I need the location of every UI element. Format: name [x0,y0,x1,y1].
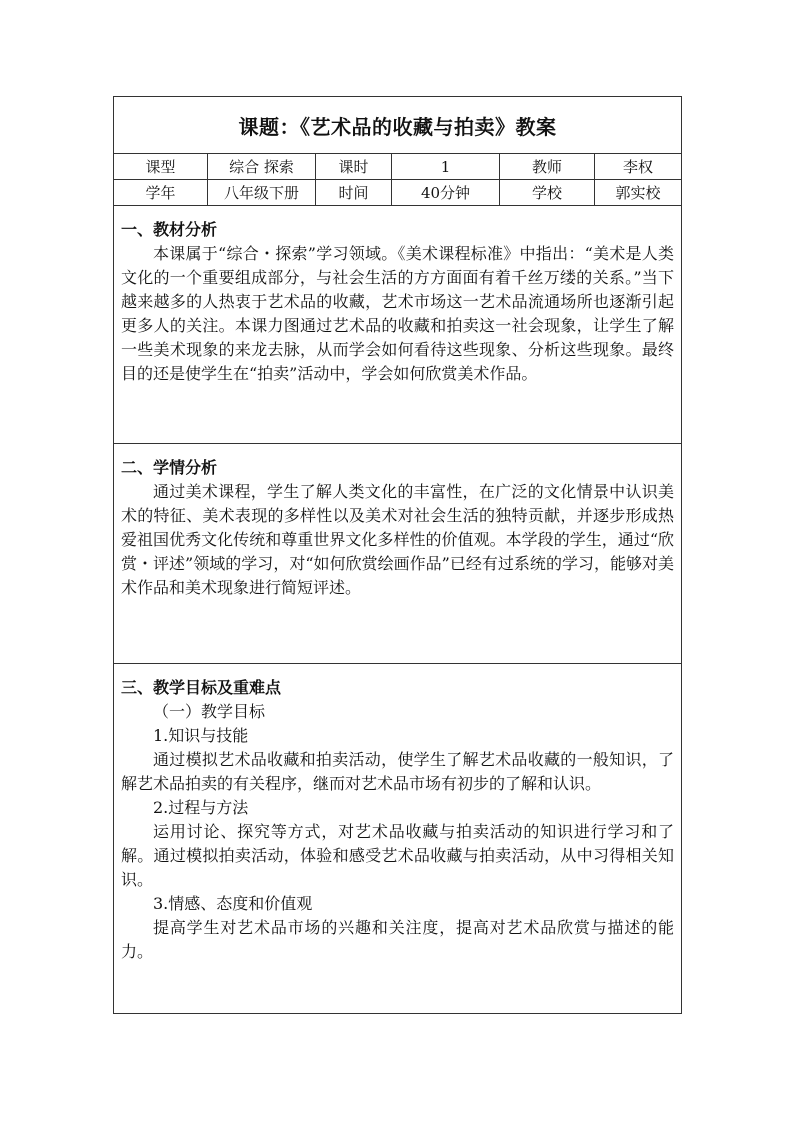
section-paragraph: 通过美术课程，学生了解人类文化的丰富性，在广泛的文化情景中认识美术的特征、美术表现的多样性以及美术对社会生活的独特贡献，并逐步形成热爱祖国优秀文化传统和尊重世界文化多样性的价值观。本学段的学生，通过“欣赏・评述”领域的学习，对“如何欣赏绘画作品”已经有过系统的学习，能够对美术作品和美术现象进行简短评述。 [121,482,675,597]
section-heading: 三、教学目标及重难点 [121,678,282,697]
goal-knowledge-text: 通过模拟艺术品收藏和拍卖活动，使学生了解艺术品收藏的一般知识，了解艺术品拍卖的有关程序，继而对艺术品市场有初步的了解和认识。 [121,750,675,793]
grade-label: 学年 [114,180,208,206]
lesson-plan-table [113,96,682,1014]
section-paragraph: 本课属于“综合・探索”学习领域。《美术课程标准》中指出：“美术是人类文化的一个重要组成部分，与社会生活的方方面面有着千丝万缕的关系。”当下越来越多的人热衷于艺术品的收藏，艺术市场这一艺术品流通场所也逐渐引起更多人的关注。本课力图通过艺术品的收藏和拍卖这一社会现象，让学生了解一些美术现象的来龙去脉，从而学会如何看待这些现象、分析这些现象。最终目的还是使学生在“拍卖”活动中，学会如何欣赏美术作品。 [121,244,675,383]
lesson-count-label: 课时 [316,154,392,180]
section-students [114,444,682,664]
school-label: 学校 [500,180,595,206]
duration-value: 40分钟 [392,180,500,206]
section-analysis [114,206,682,444]
title-row [114,97,682,154]
section-heading: 二、学情分析 [121,458,218,477]
duration-label: 时间 [316,180,392,206]
goals-subheading: （一）教学目标 [153,702,266,721]
document-title: 课题：《艺术品的收藏与拍卖》教案 [114,97,682,154]
goal-values-title: 3.情感、态度和价值观 [153,894,313,913]
teacher-value: 李权 [595,154,682,180]
goal-knowledge-title: 1.知识与技能 [153,726,249,745]
section-goals-row [114,664,682,1014]
course-type-value: 综合 探索 [208,154,316,180]
goal-process-title: 2.过程与方法 [153,798,249,817]
section-analysis-row [114,206,682,444]
section-goals [114,664,682,1014]
info-row-1 [114,154,682,180]
goal-process-text: 运用讨论、探究等方式，对艺术品收藏与拍卖活动的知识进行学习和了解。通过模拟拍卖活动，体验和感受艺术品收藏与拍卖活动，从中习得相关知识。 [121,822,675,889]
lesson-count-value: 1 [392,154,500,180]
info-row-2 [114,180,682,206]
grade-value: 八年级下册 [208,180,316,206]
section-students-row [114,444,682,664]
goal-values-text: 提高学生对艺术品市场的兴趣和关注度，提高对艺术品欣赏与描述的能力。 [121,918,675,961]
teacher-label: 教师 [500,154,595,180]
school-value: 郭实校 [595,180,682,206]
section-heading: 一、教材分析 [121,220,218,239]
course-type-label: 课型 [114,154,208,180]
